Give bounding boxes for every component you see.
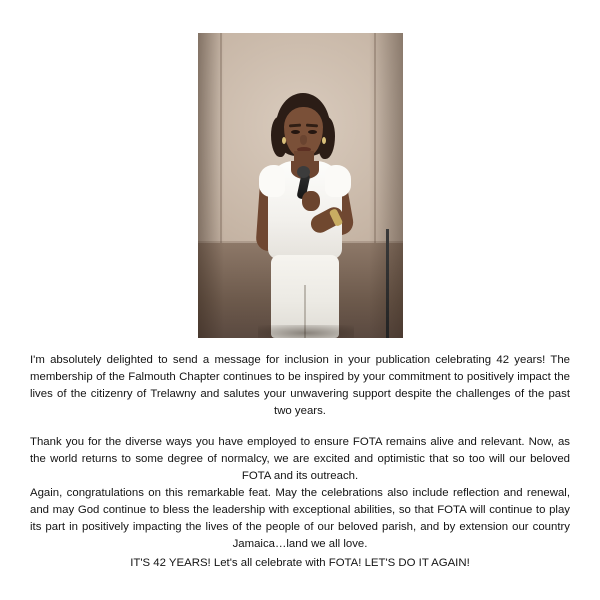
paragraph-3: Again, congratulations on this remarkable feat. May the celebrations also include reflection and renewal, and may God continue to bless the leadership with exceptional abilities, so that FOTA will continue to play its part in positively impacting the lives of the people of our beloved parish, and by extension our country Jamaica…land we all love.: [30, 487, 570, 550]
earring-left: [282, 137, 286, 144]
photo-background: [198, 33, 403, 338]
paragraph-spacer-1: [30, 420, 570, 434]
microphone-head: [297, 166, 310, 178]
hand: [302, 191, 320, 211]
paragraph-1: I'm absolutely delighted to send a message for inclusion in your publication celebrating 42 years! The membership of the Falmouth Chapter continues to be inspired by your commitment to positively impact the lives of the citizenry of Trelawny and salutes your unwavering support despite the challenges of the past two years.: [30, 354, 570, 417]
floor-shadow: [258, 325, 354, 338]
eye-left: [291, 130, 300, 134]
eye-right: [308, 130, 317, 134]
person-figure: [198, 33, 403, 338]
message-body: [30, 352, 570, 572]
earring-right: [322, 137, 326, 144]
sleeve-left: [259, 165, 285, 197]
closing-line: IT'S 42 YEARS! Let's all celebrate with FOTA! LET'S DO IT AGAIN!: [130, 557, 470, 569]
sleeve-right: [325, 165, 351, 197]
nose: [300, 135, 307, 145]
speaker-photo: [198, 33, 403, 338]
paragraph-2: Thank you for the diverse ways you have employed to ensure FOTA remains alive and relevant. Now, as the world returns to some degree of normalcy, we are excited and optimistic that so too will our beloved FOTA and its outreach.: [30, 436, 570, 482]
